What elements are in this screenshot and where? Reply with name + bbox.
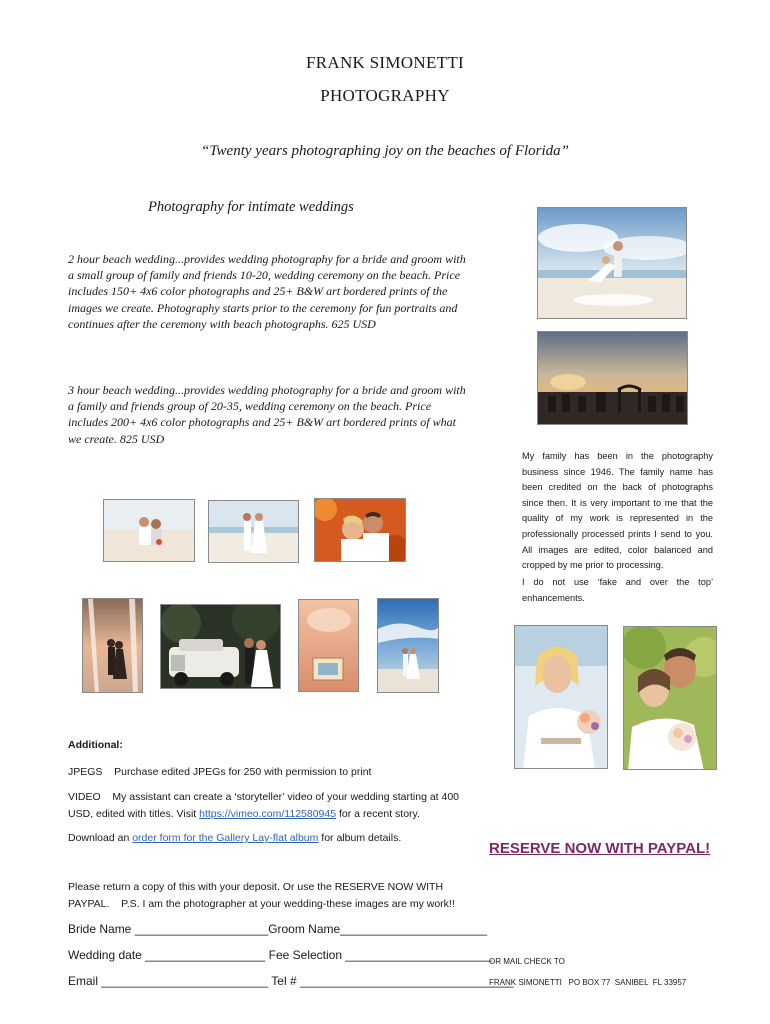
bride-groom-field[interactable]: Bride Name ____________________Groom Name______________________	[68, 922, 488, 936]
bio-paragraph: My family has been in the photography business since 1946. The family name has been credited on the back of photographs since then. It is very important to me that the quality of my work is represented in the professionally processed prints I send to you. All images are edited, color balanced and cropped by me prior to processing.	[522, 451, 713, 571]
photo-bride-bouquet	[514, 625, 608, 769]
business-type: PHOTOGRAPHY	[320, 86, 450, 105]
tagline: “Twenty years photographing joy on the beaches of Florida”	[200, 143, 570, 159]
photo-couple-sitting-beach	[103, 499, 195, 562]
bio-enhancements: I do not use ‘fake and over the top’ enhancements.	[522, 577, 713, 603]
photo-couple-under-sky	[377, 598, 439, 693]
download-note	[68, 830, 488, 847]
photo-album-detail	[298, 599, 359, 692]
photo-couple-closeup	[623, 626, 717, 770]
download-text-end: for album details.	[318, 832, 402, 844]
download-text: Download an	[68, 832, 133, 844]
jpegs-option: JPEGS Purchase edited JPEGs for 250 with permission to print	[68, 766, 372, 778]
photo-vintage-car	[160, 604, 281, 689]
video-text: VIDEO My assistant can create a ‘storyteller’ video of your wedding starting at 400 USD, edited with titles. Visit	[68, 791, 462, 820]
order-form-link[interactable]: order form for the Gallery Lay-flat album	[132, 832, 319, 844]
photo-couple-portrait-orange	[314, 498, 406, 562]
photo-couple-walking	[208, 500, 299, 563]
video-text-end: for a recent story.	[336, 808, 420, 820]
additional-heading: Additional:	[68, 739, 123, 751]
offer-3-hour: 3 hour beach wedding...provides wedding photography for a bride and groom with a family and friends group of 20-35, wedding ceremony on the beach. Price includes 200+ 4x6 color photographs and 25+ B&W art bordered prints of what we create. 825 USD	[68, 383, 466, 446]
vimeo-link[interactable]: https://vimeo.com/112580945	[199, 808, 337, 820]
return-note: Please return a copy of this with your deposit. Or use the RESERVE NOW WITH PAYPAL. P.S. I am the photographer at your wedding-these images are my work!!	[68, 881, 455, 910]
photo-gazebo-couple	[82, 598, 143, 693]
video-option	[68, 789, 468, 823]
email-tel-field[interactable]: Email _________________________ Tel # ________________________________	[68, 974, 514, 988]
photographer-name: FRANK SIMONETTI	[306, 53, 464, 72]
photo-beach-lift	[537, 207, 687, 319]
mail-address: FRANK SIMONETTI PO BOX 77 SANIBEL FL 33957	[489, 978, 687, 987]
mail-heading: OR MAIL CHECK TO	[489, 957, 565, 966]
offer-2-hour: 2 hour beach wedding...provides wedding photography for a bride and groom with a small group of family and friends 10-20, wedding ceremony on the beach. Price includes 150+ 4x6 color photographs and 25+ B&W art bordered prints of the images we create. Photography starts prior to the ceremony for fun portraits and continues after the ceremony with beach photographs. 625 USD	[68, 252, 466, 331]
paypal-reserve-link[interactable]: RESERVE NOW WITH PAYPAL!	[489, 840, 711, 857]
photo-sunset-ceremony	[537, 331, 688, 425]
date-fee-field[interactable]: Wedding date __________________ Fee Selection ______________________	[68, 948, 493, 962]
section-title: Photography for intimate weddings	[148, 199, 354, 215]
